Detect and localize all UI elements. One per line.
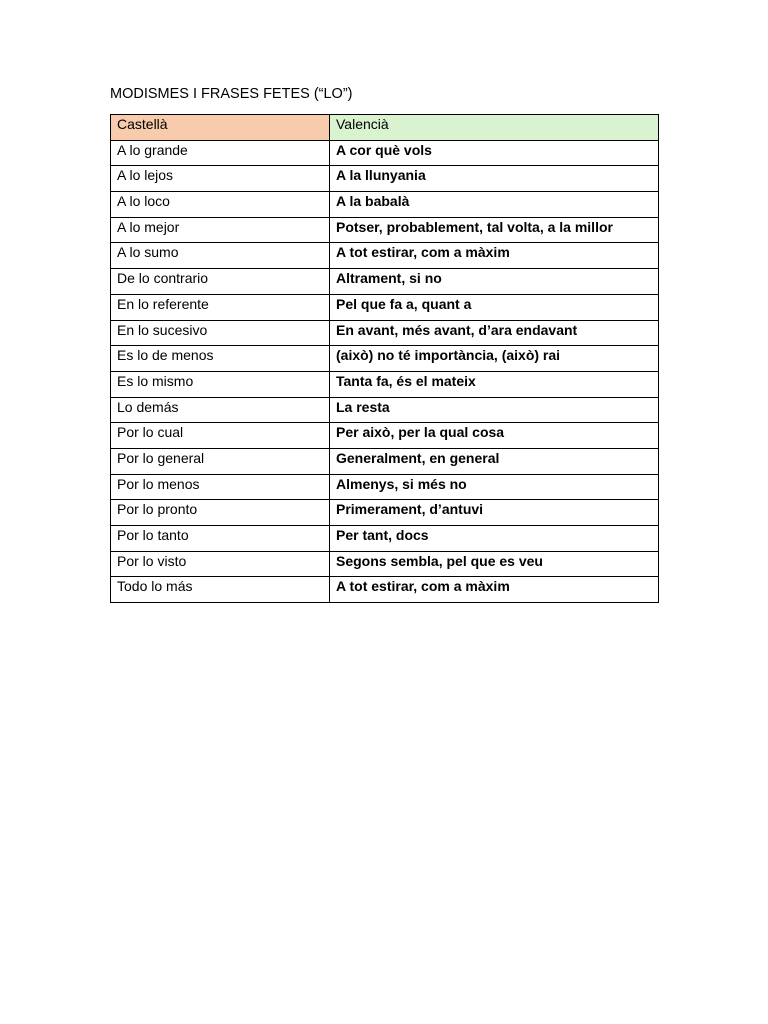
castella-cell: A lo grande [111,140,330,166]
castella-cell: A lo mejor [111,217,330,243]
castella-cell: En lo sucesivo [111,320,330,346]
table-row [111,448,659,474]
table-header-row [111,115,659,141]
table-row [111,397,659,423]
castella-cell: Por lo pronto [111,500,330,526]
table-row [111,551,659,577]
table-row [111,294,659,320]
valencia-cell: Potser, probablement, tal volta, a la millor [330,217,659,243]
table-row [111,423,659,449]
castella-cell: Por lo menos [111,474,330,500]
castella-cell: A lo lejos [111,166,330,192]
castella-cell: A lo loco [111,192,330,218]
castella-cell: Es lo mismo [111,371,330,397]
castella-cell: Es lo de menos [111,346,330,372]
valencia-cell: Tanta fa, és el mateix [330,371,659,397]
table-row [111,346,659,372]
valencia-cell: Per tant, docs [330,526,659,552]
castella-cell: Por lo visto [111,551,330,577]
valencia-cell: Altrament, si no [330,269,659,295]
table-row [111,526,659,552]
valencia-cell: A tot estirar, com a màxim [330,243,659,269]
valencia-cell: A tot estirar, com a màxim [330,577,659,603]
valencia-cell: Per això, per la qual cosa [330,423,659,449]
table-row [111,577,659,603]
table-row [111,269,659,295]
castella-cell: A lo sumo [111,243,330,269]
table-row [111,140,659,166]
phrases-table [110,114,659,603]
valencia-cell: A la llunyania [330,166,659,192]
table-row [111,500,659,526]
valencia-cell: A la babalà [330,192,659,218]
castella-cell: Lo demás [111,397,330,423]
table-row [111,192,659,218]
table-row [111,320,659,346]
valencia-cell: Primerament, d’antuvi [330,500,659,526]
table-row [111,243,659,269]
valencia-cell: (això) no té importància, (això) rai [330,346,659,372]
column-header-castella: Castellà [111,115,330,141]
valencia-cell: En avant, més avant, d’ara endavant [330,320,659,346]
castella-cell: En lo referente [111,294,330,320]
table-row [111,474,659,500]
table-row [111,166,659,192]
castella-cell: Todo lo más [111,577,330,603]
table-row [111,217,659,243]
valencia-cell: Almenys, si més no [330,474,659,500]
valencia-cell: A cor què vols [330,140,659,166]
table-row [111,371,659,397]
column-header-valencia: Valencià [330,115,659,141]
valencia-cell: La resta [330,397,659,423]
castella-cell: Por lo cual [111,423,330,449]
page-title: MODISMES I FRASES FETES (“LO”) [110,86,353,102]
valencia-cell: Pel que fa a, quant a [330,294,659,320]
castella-cell: Por lo tanto [111,526,330,552]
valencia-cell: Generalment, en general [330,448,659,474]
castella-cell: Por lo general [111,448,330,474]
castella-cell: De lo contrario [111,269,330,295]
valencia-cell: Segons sembla, pel que es veu [330,551,659,577]
